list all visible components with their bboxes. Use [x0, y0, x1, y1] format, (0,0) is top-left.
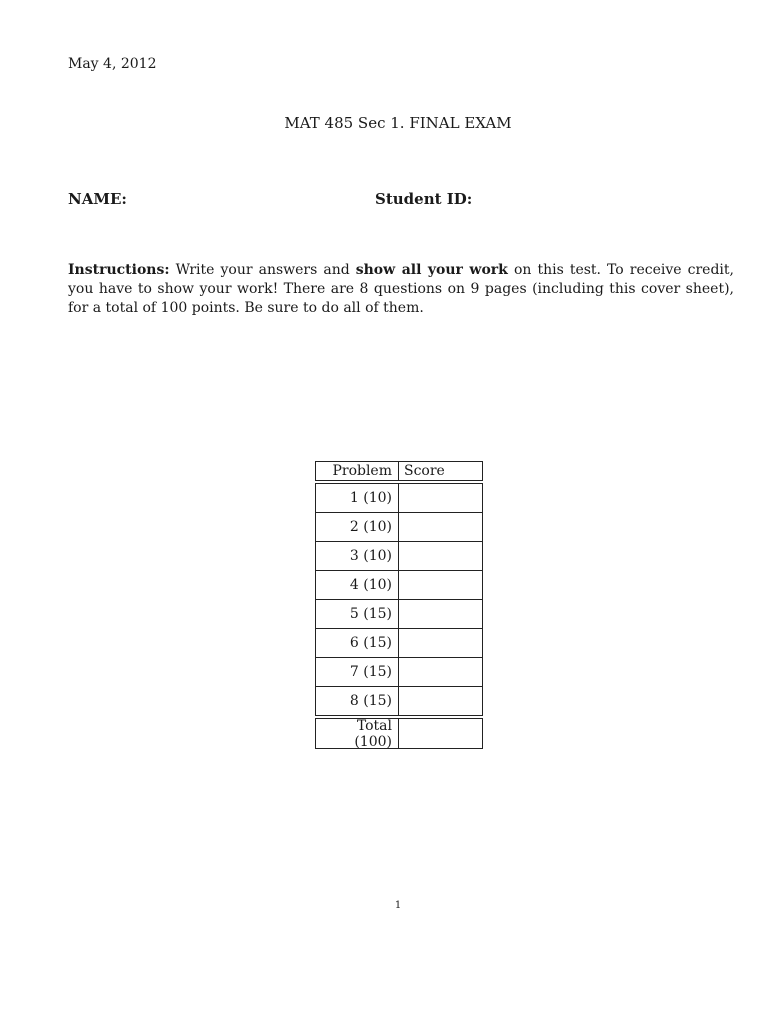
score-cell: [399, 658, 482, 686]
score-cell: [399, 600, 482, 628]
table-row: [315, 658, 483, 687]
table-row: [315, 571, 483, 600]
score-cell: [399, 629, 482, 657]
exam-title: MAT 485 Sec 1. FINAL EXAM: [284, 114, 512, 132]
table-row: [315, 629, 483, 658]
instructions-text-2: on this test. To receive credit, you have to show your work! There are 8 questions on 9 pages (including this cover sheet), for a total of 100 points. Be sure to do all of them.: [68, 262, 734, 316]
table-row: [315, 513, 483, 542]
problem-cell: 1 (10): [316, 484, 399, 512]
problem-cell: 4 (10): [316, 571, 399, 599]
instructions-emphasis: show all your work: [355, 262, 508, 278]
problem-cell: 7 (15): [316, 658, 399, 686]
page-number: 1: [394, 900, 402, 911]
exam-date: May 4, 2012: [68, 56, 157, 72]
table-row: [315, 483, 483, 513]
score-cell: [399, 484, 482, 512]
problem-cell: 3 (10): [316, 542, 399, 570]
instructions-text-1: Write your answers and: [169, 262, 356, 278]
score-table-header: [315, 461, 483, 481]
name-label: NAME:: [68, 190, 127, 208]
score-cell: [399, 687, 482, 715]
score-table: [315, 461, 483, 749]
score-cell: [399, 542, 482, 570]
problem-cell: 5 (15): [316, 600, 399, 628]
table-row: [315, 600, 483, 629]
table-row: [315, 687, 483, 716]
total-row: [315, 718, 483, 749]
total-problem-cell: Total (100): [316, 719, 399, 748]
header-problem: Problem: [316, 462, 399, 480]
score-cell: [399, 571, 482, 599]
problem-cell: 6 (15): [316, 629, 399, 657]
instructions-paragraph: [68, 261, 734, 318]
problem-cell: 2 (10): [316, 513, 399, 541]
header-score: Score: [404, 463, 445, 479]
score-cell: [399, 513, 482, 541]
problem-cell: 8 (15): [316, 687, 399, 715]
instructions-label: Instructions:: [68, 262, 170, 278]
total-score-cell: [399, 719, 482, 748]
table-row: [315, 542, 483, 571]
student-id-label: Student ID:: [375, 190, 473, 208]
